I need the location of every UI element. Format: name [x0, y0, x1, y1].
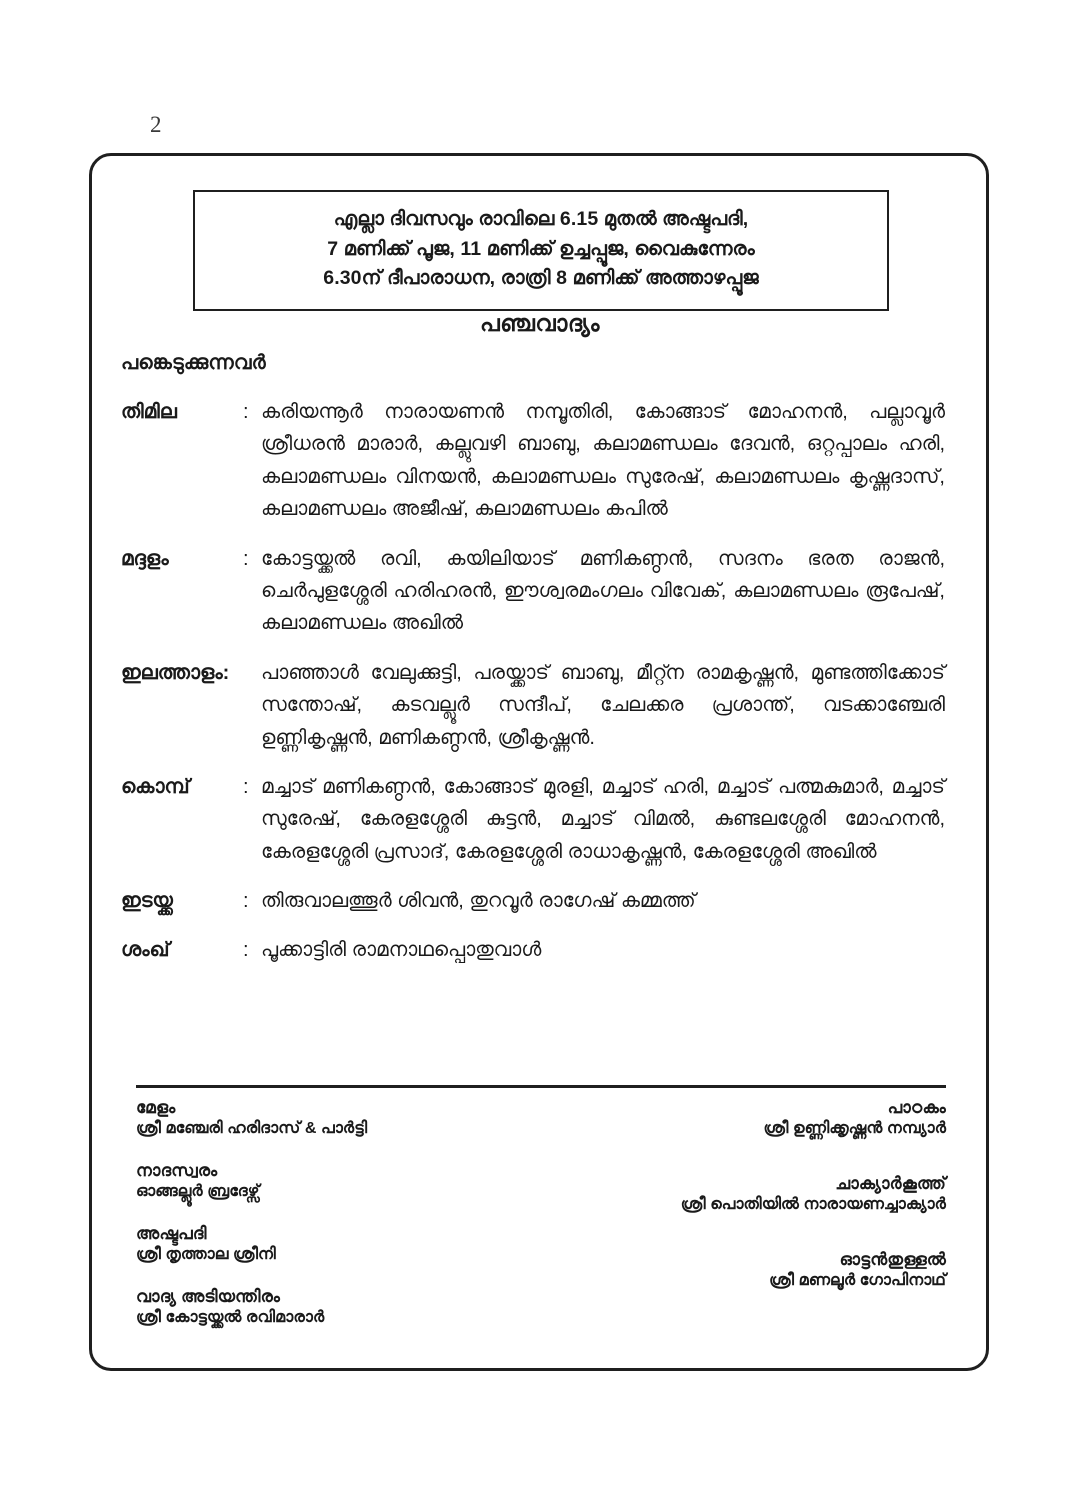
credit-role-nadaswaram: നാദസ്വരം [136, 1161, 218, 1180]
performer-row [121, 771, 945, 868]
colon-separator: : [243, 401, 249, 423]
credit-entry-ashtapadi [136, 1224, 516, 1264]
section-divider [136, 1085, 946, 1088]
notice-line-1: എല്ലാ ദിവസവും രാവിലെ 6.15 മുതൽ അഷ്ടപദി, [333, 208, 749, 230]
instrument-label-shankhu: ശംഖ് [121, 939, 170, 962]
performer-names-edakka: തിരുവാലത്തൂർ ശിവൻ, തുറവൂർ രാഗേഷ് കമ്മത്ത് [261, 890, 696, 913]
performer-row [121, 657, 945, 754]
instrument-label-edakka: ഇടയ്ക്ക [121, 890, 173, 913]
credit-entry-ottanthullal [566, 1250, 946, 1290]
credit-entry-melam [136, 1098, 516, 1138]
credit-name-vadya-adiyanthiram: ശ്രീ കോട്ടയ്ക്കൽ രവിമാരാർ [136, 1309, 325, 1326]
credit-entry-vadya-adiyanthiram [136, 1287, 516, 1327]
colon-separator: : [243, 939, 249, 962]
credit-entry-nadaswaram [136, 1161, 516, 1201]
performer-list [121, 396, 945, 967]
performer-names-kombu: മച്ചാട് മണികണ്ഠൻ, കോങ്ങാട് മുരളി, മച്ചാട് ഹരി, മച്ചാട് പത്മകുമാർ, മച്ചാട് സുരേഷ്, കേരളശ്ശേരി കുട്ടൻ, മച്ചാട് വിമൽ, കുണ്ടലശ്ശേരി മോഹനൻ, കേരളശ്ശേരി പ്രസാദ്, കേരളശ്ശേരി രാധാകൃഷ്ണൻ, കേരളശ്ശേരി അഖിൽ [261, 775, 945, 863]
page-title: പഞ്ചവാദ്യം [479, 310, 601, 336]
credit-name-ashtapadi: ശ്രീ തൃത്താല ശ്രീനി [136, 1246, 276, 1263]
credit-role-ottanthullal: ഓട്ടൻതുള്ളൽ [839, 1250, 946, 1269]
instrument-label-thimila: തിമില [121, 401, 177, 423]
credit-entry-padakam [566, 1098, 946, 1138]
performer-row [121, 396, 945, 526]
credits-column-right [566, 1098, 946, 1327]
credit-role-padakam: പാഠകം [887, 1098, 946, 1117]
instrument-label-kombu: കൊമ്പ് [121, 775, 190, 798]
credit-name-nadaswaram: ഓങ്ങല്ലൂർ ബ്രദേഴ്സ് [136, 1183, 260, 1200]
credit-entry-chakyarkoothu [566, 1174, 946, 1214]
participants-heading: പങ്കെടുക്കുന്നവർ [121, 352, 266, 374]
credit-name-chakyarkoothu: ശ്രീ പൊതിയിൽ നാരായണച്ചാക്യാർ [680, 1196, 946, 1213]
credit-name-padakam: ശ്രീ ഉണ്ണിക്കൃഷ്ണൻ നമ്പ്യാർ [763, 1120, 946, 1137]
performer-names-ilathalam: പാഞ്ഞാൾ വേലുക്കുട്ടി, പരയ്ക്കാട് ബാബു, മീറ്റ്ന രാമകൃഷ്ണൻ, മുണ്ടത്തിക്കോട് സന്തോഷ്, കടവല്ലൂർ സന്ദീപ്, ചേലക്കര പ്രശാന്ത്, വടക്കാഞ്ചേരി ഉണ്ണികൃഷ്ണൻ, മണികണ്ഠൻ, ശ്രീകൃഷ്ണൻ. [261, 661, 945, 749]
notice-line-3: 6.30ന് ദീപാരാധന, രാത്രി 8 മണിക്ക് അത്താഴപ്പൂജ [323, 267, 759, 290]
performer-names-maddalam: കോട്ടയ്ക്കൽ രവി, കയിലിയാട് മണികണ്ഠൻ, സദനം ഭരത രാജൻ, ചെർപുളശ്ശേരി ഹരിഹരൻ, ഈശ്വരമംഗലം വിവേക്, കലാമണ്ഡലം രൂപേഷ്, കലാമണ്ഡലം അഖിൽ [261, 547, 945, 635]
colon-separator: : [243, 890, 249, 913]
page-number: 2 [150, 112, 162, 137]
instrument-label-ilathalam: ഇലത്താളം: [121, 661, 230, 684]
performer-row [121, 885, 945, 917]
credit-name-melam: ശ്രീ മഞ്ചേരി ഹരിദാസ് & പാർട്ടി [136, 1120, 368, 1137]
credits-column-left [136, 1098, 516, 1327]
colon-separator: : [243, 547, 249, 570]
credit-role-melam: മേളം [136, 1098, 176, 1117]
credit-name-ottanthullal: ശ്രീ മണലൂർ ഗോപിനാഥ് [769, 1272, 946, 1289]
credit-role-ashtapadi: അഷ്ടപദി [136, 1224, 207, 1243]
performer-row [121, 934, 945, 966]
daily-schedule-notice-box [193, 190, 889, 311]
performer-row [121, 543, 945, 640]
credits-block [136, 1098, 946, 1327]
notice-line-2: 7 മണിക്ക് പൂജ, 11 മണിക്ക് ഉച്ചപ്പൂജ, വൈകുന്നേരം [327, 237, 755, 260]
colon-separator: : [243, 775, 249, 798]
performer-names-thimila: കരിയന്നൂർ നാരായണൻ നമ്പൂതിരി, കോങ്ങാട് മോഹനൻ, പല്ലാവൂർ ശ്രീധരൻ മാരാർ, കല്ലുവഴി ബാബു, കലാമണ്ഡലം ദേവൻ, ഒറ്റപ്പാലം ഹരി, കലാമണ്ഡലം വിനയൻ, കലാമണ്ഡലം സുരേഷ്, കലാമണ്ഡലം കൃഷ്ണദാസ്, കലാമണ്ഡലം അജീഷ്, കലാമണ്ഡലം കപിൽ [261, 401, 945, 521]
instrument-label-maddalam: മദ്ദളം [121, 547, 169, 570]
credit-role-chakyarkoothu: ചാക്യാർകൂത്ത് [835, 1174, 946, 1193]
credit-role-vadya-adiyanthiram: വാദ്യ അടിയന്തിരം [136, 1287, 281, 1306]
performer-names-shankhu: പൂക്കാട്ടിരി രാമനാഥപ്പൊതുവാൾ [261, 939, 542, 962]
